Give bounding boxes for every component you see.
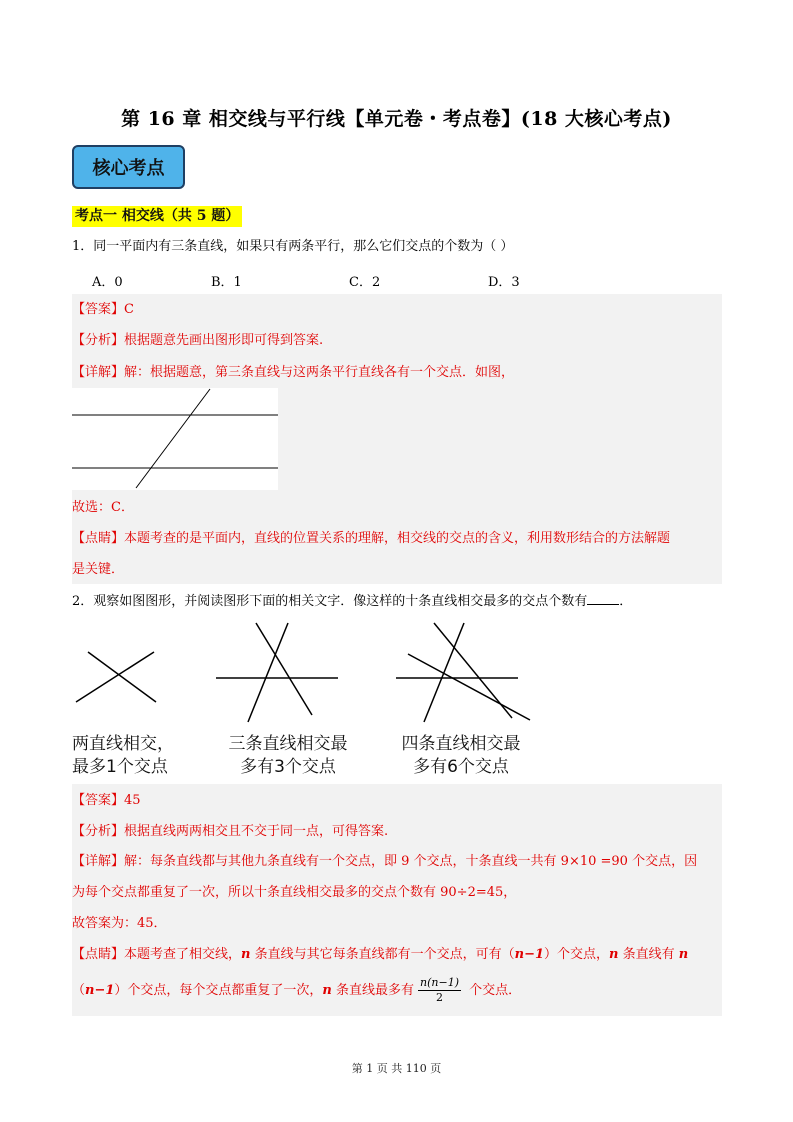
caption-line: 四条直线相交最 bbox=[401, 734, 521, 754]
caption-line: 三条直线相交最 bbox=[228, 734, 348, 754]
q1-choose: 故选：C． bbox=[72, 500, 134, 515]
q2-analysis bbox=[72, 823, 388, 841]
q1-option-d: D．3 bbox=[488, 275, 520, 290]
expr-n-minus-1: n−1 bbox=[85, 983, 115, 998]
fraction bbox=[418, 976, 461, 1005]
detail-tag: 【详解】 bbox=[72, 854, 125, 869]
q2-comment-line2 bbox=[72, 976, 521, 1005]
page-footer: 第 1 页 共 110 页 bbox=[351, 1062, 442, 1075]
fraction-numerator: n(n−1) bbox=[420, 976, 459, 989]
comment-tag: 【点睛】 bbox=[72, 947, 125, 962]
caption-line: 多有3个交点 bbox=[240, 757, 336, 777]
q2-detail-line3: 故答案为：45． bbox=[72, 916, 167, 931]
q2-answer bbox=[72, 792, 141, 810]
q1-comment-line2: 是关键． bbox=[72, 562, 125, 577]
q2-comment-line1 bbox=[72, 946, 688, 964]
comment-text: （ bbox=[72, 983, 86, 998]
q1-option-b: B．1 bbox=[211, 275, 242, 290]
page-title: 第 16 章 相交线与平行线【单元卷・考点卷】(18 大核心考点) bbox=[121, 108, 672, 130]
detail-tag: 【详解】 bbox=[72, 365, 125, 380]
comment-text: 本题考查的是平面内，直线的位置关系的理解，相交线的交点的含义，利用数形结合的方法解题 bbox=[124, 531, 671, 546]
q1-detail bbox=[72, 364, 514, 382]
caption-four-lines bbox=[392, 733, 530, 779]
comment-text: ）个交点， bbox=[544, 947, 610, 962]
caption-two-lines bbox=[72, 733, 174, 779]
q2-figures bbox=[70, 618, 540, 726]
analysis-tag: 【分析】 bbox=[72, 333, 125, 348]
analysis-tag: 【分析】 bbox=[72, 824, 125, 839]
detail-text: 解：每条直线都与其他九条直线有一个交点，即 9 个交点，十条直线一共有 9×10 =90 个交点，因 bbox=[124, 854, 698, 869]
answer-tag: 【答案】 bbox=[72, 302, 125, 317]
q1-comment-line1 bbox=[72, 530, 670, 548]
q1-answer bbox=[72, 301, 134, 319]
figure-four-lines bbox=[396, 623, 530, 722]
q2-stem-text: 2．观察如图图形，并阅读图形下面的相关文字．像这样的十条直线相交最多的交点个数有 bbox=[72, 594, 588, 609]
caption-line: 最多1个交点 bbox=[72, 757, 168, 777]
comment-text: 个交点． bbox=[464, 983, 522, 998]
q1-stem: 1．同一平面内有三条直线，如果只有两条平行，那么它们交点的个数为（ ） bbox=[72, 239, 514, 254]
q1-option-c: C．2 bbox=[349, 275, 381, 290]
caption-line: 两直线相交， bbox=[72, 734, 174, 754]
answer-value: C bbox=[124, 302, 134, 317]
caption-line: 多有6个交点 bbox=[413, 757, 509, 777]
q2-stem bbox=[72, 592, 632, 611]
section-badge: 核心考点 bbox=[72, 145, 185, 189]
answer-tag: 【答案】 bbox=[72, 793, 125, 808]
detail-text: 解：根据题意，第三条直线与这两条平行直线各有一个交点．如图， bbox=[124, 365, 515, 380]
var-n: n bbox=[678, 947, 689, 962]
analysis-text: 根据直线两两相交且不交于同一点，可得答案. bbox=[124, 824, 389, 839]
answer-blank bbox=[587, 592, 619, 605]
comment-text: 条直线与其它每条直线都有一个交点，可有（ bbox=[250, 947, 515, 962]
figure-three-lines bbox=[216, 623, 338, 722]
comment-text: 条直线有 bbox=[618, 947, 679, 962]
q2-detail-line1 bbox=[72, 853, 697, 871]
comment-text: 本题考查了相交线， bbox=[124, 947, 242, 962]
expr-n-minus-1: n−1 bbox=[514, 947, 545, 962]
q1-option-a: A．0 bbox=[92, 275, 123, 290]
q1-figure bbox=[72, 388, 278, 490]
analysis-text: 根据题意先画出图形即可得到答案. bbox=[124, 333, 324, 348]
comment-text: ）个交点，每个交点都重复了一次， bbox=[114, 983, 323, 998]
caption-three-lines bbox=[219, 733, 357, 779]
topic-heading: 考点一 相交线（共 5 题） bbox=[72, 206, 242, 227]
comment-text: 条直线最多有 bbox=[331, 983, 415, 998]
answer-value: 45 bbox=[124, 793, 141, 808]
figure-two-lines bbox=[76, 652, 156, 702]
q1-analysis bbox=[72, 332, 323, 350]
comment-tag: 【点睛】 bbox=[72, 531, 125, 546]
fraction-denominator: 2 bbox=[436, 991, 443, 1004]
var-n: n bbox=[322, 983, 332, 998]
q2-stem-end: ． bbox=[619, 594, 633, 609]
q2-detail-line2: 为每个交点都重复了一次，所以十条直线相交最多的交点个数有 90÷2=45， bbox=[72, 885, 517, 900]
var-n: n bbox=[241, 947, 251, 962]
var-n: n bbox=[609, 947, 619, 962]
